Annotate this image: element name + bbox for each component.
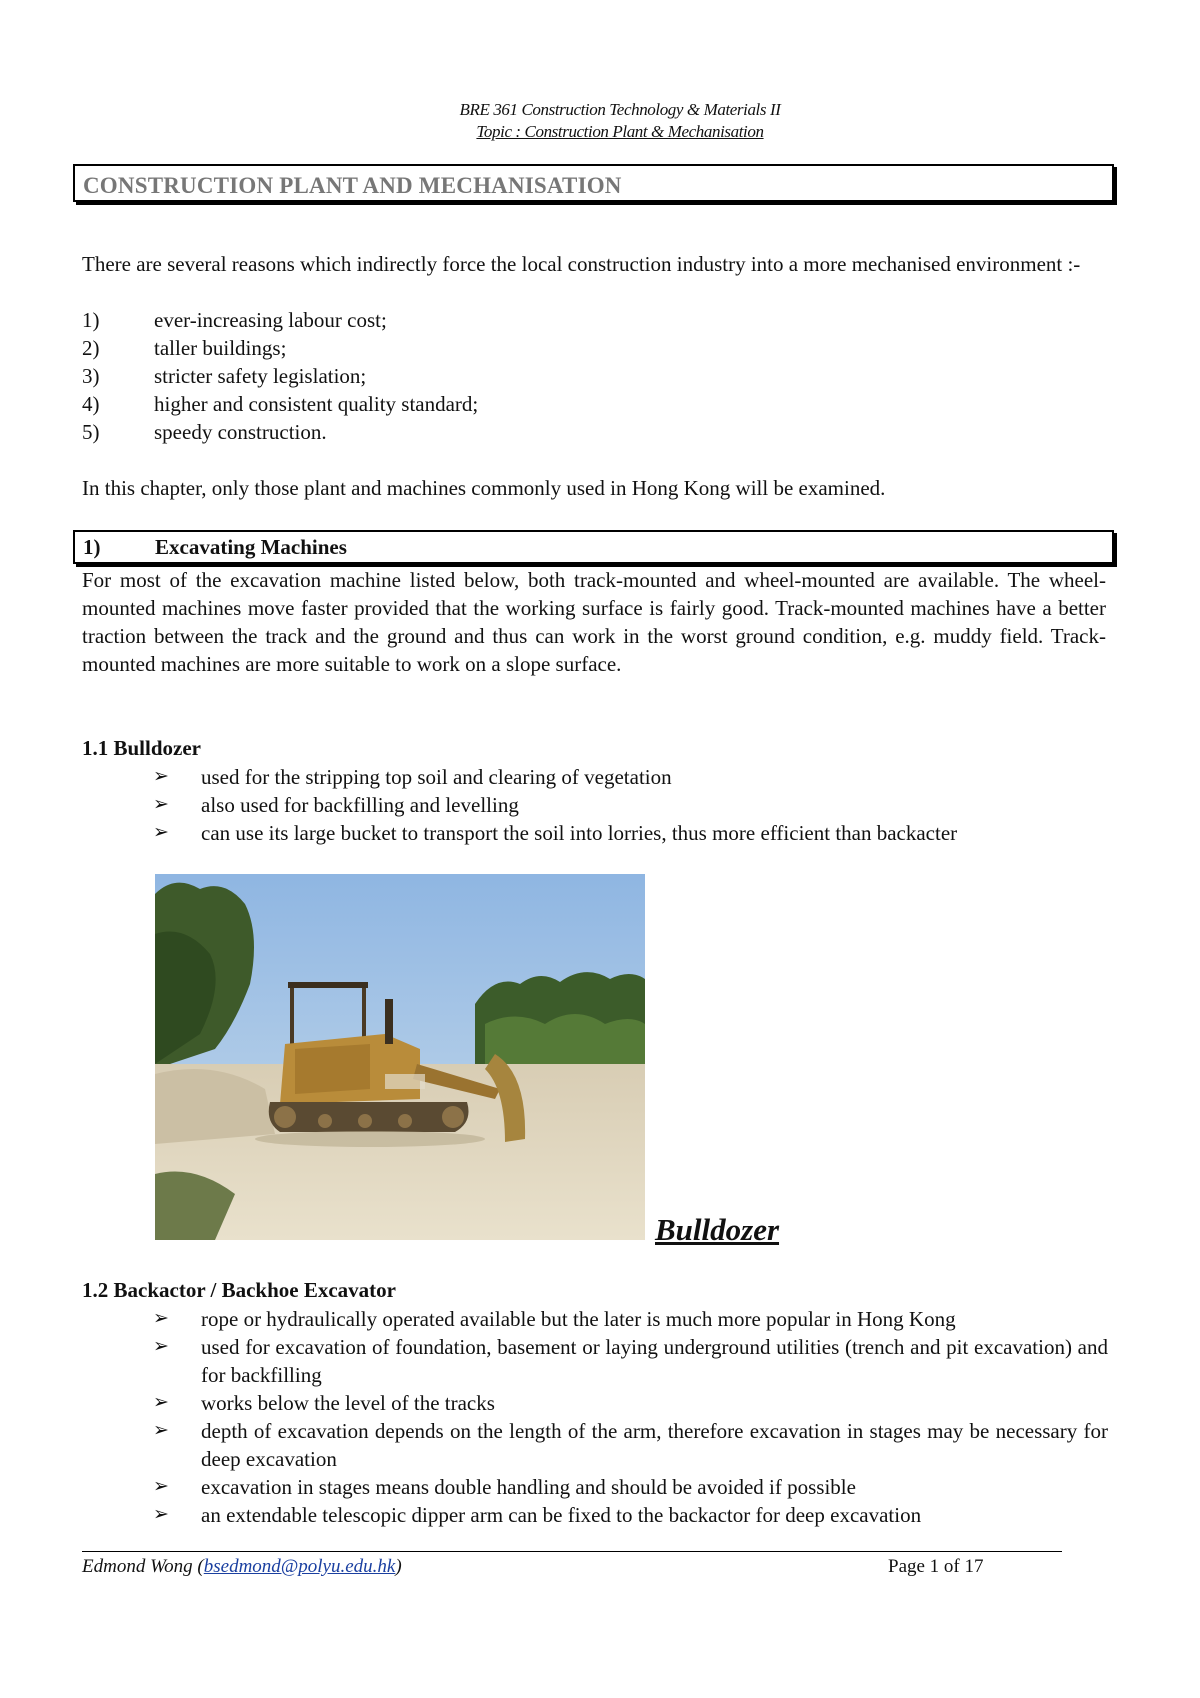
reason-text: ever-increasing labour cost; — [154, 308, 387, 332]
bullet-item — [153, 1501, 1108, 1529]
bullet-item — [153, 1473, 1108, 1501]
bullet-text: used for excavation of foundation, basement or laying underground utilities (trench and pit excavation) and for backfilling — [201, 1335, 1108, 1387]
topic-header: Topic : Construction Plant & Mechanisation — [476, 122, 764, 141]
reason-text: higher and consistent quality standard; — [154, 392, 479, 416]
arrowhead-bullet-icon: ➢ — [153, 1420, 169, 1441]
reason-number: 5) — [82, 420, 100, 444]
reason-number: 1) — [82, 308, 100, 332]
arrowhead-bullet-icon: ➢ — [153, 1392, 169, 1413]
bulldozer-heading: 1.1 Bulldozer — [82, 736, 201, 760]
bullet-text: used for the stripping top soil and clearing of vegetation — [201, 765, 672, 789]
title-box — [73, 164, 1114, 202]
bullet-item — [153, 763, 1108, 791]
author-email-link[interactable]: bsedmond@polyu.edu.hk — [203, 1556, 396, 1577]
arrowhead-bullet-icon: ➢ — [153, 766, 169, 787]
arrowhead-bullet-icon: ➢ — [153, 822, 169, 843]
arrowhead-bullet-icon: ➢ — [153, 1336, 169, 1357]
course-header: BRE 361 Construction Technology & Materials II — [459, 100, 781, 119]
footer-divider — [82, 1551, 1062, 1552]
intro-paragraph: There are several reasons which indirectly force the local construction industry into a more mechanised environment :- — [82, 252, 1081, 276]
bullet-item — [153, 1389, 1108, 1417]
bullet-item — [153, 819, 1108, 847]
section-body: For most of the excavation machine listed below, both track-mounted and wheel-mounted are available. The wheel-mounted machines move faster provided that the working surface is fairly good. Track-mounted machines have a better traction between the track and the ground and thus can work in the worst ground condition, e.g. muddy field. Track-mounted machines are more suitable to work on a slope surface. — [82, 568, 1106, 676]
author-close: ) — [395, 1556, 402, 1577]
section-number: 1) — [83, 535, 101, 559]
reason-number: 3) — [82, 364, 100, 388]
bullet-text: depth of excavation depends on the length of the arm, therefore excavation in stages may be necessary for deep excavation — [201, 1419, 1108, 1471]
bullet-text: an extendable telescopic dipper arm can be fixed to the backactor for deep excavation — [201, 1503, 922, 1527]
section-title: Excavating Machines — [155, 535, 347, 559]
section-heading-box — [73, 530, 1114, 564]
reason-text: speedy construction. — [154, 420, 327, 444]
reason-number: 4) — [82, 392, 100, 416]
arrowhead-bullet-icon: ➢ — [153, 1476, 169, 1497]
bullet-item — [153, 791, 1108, 819]
footer-author — [82, 1556, 402, 1578]
chapter-note: In this chapter, only those plant and machines commonly used in Hong Kong will be examined. — [82, 476, 886, 500]
arrowhead-bullet-icon: ➢ — [153, 1504, 169, 1525]
page-number: Page 1 of 17 — [888, 1556, 984, 1577]
bullet-text: rope or hydraulically operated available but the later is much more popular in Hong Kong — [201, 1307, 956, 1331]
reason-number: 2) — [82, 336, 100, 360]
photo-caption: Bulldozer — [655, 1212, 780, 1247]
bulldozer-illustration — [155, 874, 645, 1240]
arrowhead-bullet-icon: ➢ — [153, 794, 169, 815]
bullet-text: also used for backfilling and levelling — [201, 793, 519, 817]
bullet-text: works below the level of the tracks — [201, 1391, 495, 1415]
arrowhead-bullet-icon: ➢ — [153, 1308, 169, 1329]
reason-text: taller buildings; — [154, 336, 287, 360]
bullet-item — [153, 1305, 1108, 1333]
page-title: CONSTRUCTION PLANT AND MECHANISATION — [83, 173, 622, 198]
backactor-heading: 1.2 Backactor / Backhoe Excavator — [82, 1278, 396, 1302]
author-name: Edmond Wong ( — [82, 1556, 204, 1577]
bullet-text: can use its large bucket to transport the soil into lorries, thus more efficient than backacter — [201, 821, 958, 845]
bullet-item — [153, 1417, 1108, 1473]
bulldozer-photo — [155, 874, 645, 1240]
reason-text: stricter safety legislation; — [154, 364, 367, 388]
bullet-item — [153, 1333, 1108, 1389]
bullet-text: excavation in stages means double handling and should be avoided if possible — [201, 1475, 856, 1499]
